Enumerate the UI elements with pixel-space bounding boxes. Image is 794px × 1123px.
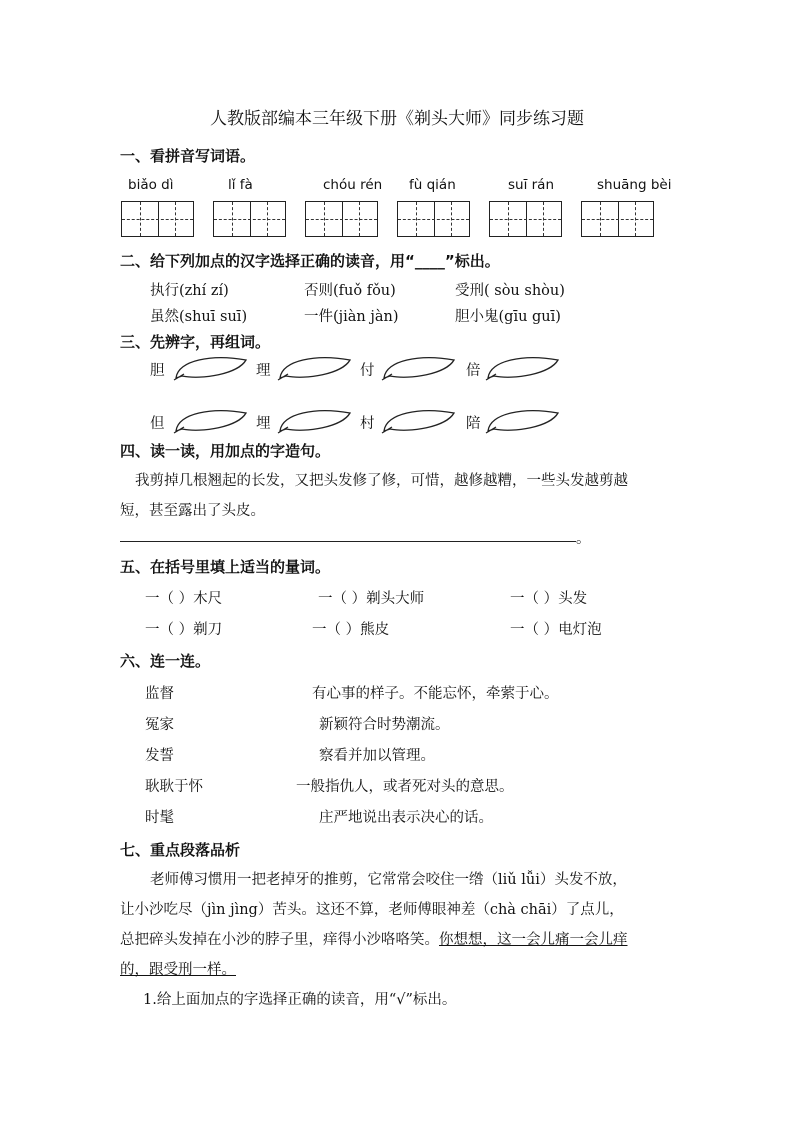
char: 倍 — [466, 363, 481, 379]
section-4-heading: 四、读一读，用加点的字造句。 — [120, 442, 331, 460]
pinyin-2: lǐ fà — [228, 177, 253, 193]
writing-box-1[interactable] — [121, 201, 194, 237]
passage-line — [120, 928, 628, 949]
measure-word-item[interactable]: 一（ ）熊皮 — [312, 622, 390, 638]
writing-box-6[interactable] — [581, 201, 654, 237]
match-right-item[interactable]: 有心事的样子。不能忘怀，牵萦于心。 — [312, 686, 559, 702]
reading-item: 虽然(shuī suī) — [150, 309, 248, 325]
reading-item: 受刑( sòu shòu) — [455, 283, 565, 299]
leaf-answer-shape[interactable] — [172, 405, 250, 437]
leaf-answer-shape[interactable] — [172, 352, 250, 384]
writing-box-3[interactable] — [305, 201, 378, 237]
match-left-item[interactable]: 耿耿于怀 — [145, 779, 203, 795]
pinyin-1: biǎo dì — [128, 177, 174, 193]
measure-word-item[interactable]: 一（ ）木尺 — [145, 591, 223, 607]
passage-segment: 总把碎头发掉在小沙的脖子里，痒得小沙咯咯笑。 — [120, 932, 439, 948]
measure-word-item[interactable]: 一（ ）剃头大师 — [318, 591, 425, 607]
leaf-answer-shape[interactable] — [380, 352, 458, 384]
char: 陪 — [466, 416, 481, 432]
char: 村 — [360, 416, 375, 432]
match-right-item[interactable]: 庄严地说出表示决心的话。 — [319, 810, 493, 826]
match-left-item[interactable]: 时髦 — [145, 810, 174, 826]
match-right-item[interactable]: 新颖符合时势潮流。 — [319, 717, 450, 733]
passage-line: 短，甚至露出了头皮。 — [120, 503, 265, 519]
underlined-sentence-end: 的，跟受刑一样。 — [120, 962, 236, 978]
writing-box-4[interactable] — [397, 201, 470, 237]
match-left-item[interactable]: 监督 — [145, 686, 174, 702]
match-left-item[interactable]: 发誓 — [145, 748, 174, 764]
page-title: 人教版部编本三年级下册《剃头大师》同步练习题 — [210, 109, 584, 129]
match-right-item[interactable]: 察看并加以管理。 — [319, 748, 435, 764]
pinyin-5: suī rán — [508, 177, 555, 193]
char: 埋 — [256, 416, 271, 432]
passage-line: 我剪掉几根翘起的长发，又把头发修了修，可惜，越修越糟，一些头发越剪越 — [135, 473, 628, 489]
section-2-heading: 二、给下列加点的汉字选择正确的读音，用“____”标出。 — [120, 252, 500, 270]
pinyin-6: shuāng bèi — [597, 177, 672, 193]
match-right-item[interactable]: 一般指仇人，或者死对头的意思。 — [296, 779, 514, 795]
leaf-answer-shape[interactable] — [484, 405, 562, 437]
char: 付 — [360, 363, 375, 379]
reading-item: 否则(fuǒ fǒu) — [304, 283, 396, 299]
writing-box-2[interactable] — [213, 201, 286, 237]
pinyin-3: chóu rén — [323, 177, 383, 193]
answer-line-end: 。 — [576, 531, 591, 547]
leaf-answer-shape[interactable] — [276, 405, 354, 437]
measure-word-item[interactable]: 一（ ）电灯泡 — [510, 622, 602, 638]
reading-item: 胆小鬼(gīu guī) — [455, 309, 561, 325]
char: 但 — [150, 416, 165, 432]
reading-item: 一件(jiàn jàn) — [304, 309, 399, 325]
measure-word-item[interactable]: 一（ ）剃刀 — [145, 622, 223, 638]
section-7-heading: 七、重点段落品析 — [120, 841, 241, 859]
writing-box-5[interactable] — [489, 201, 562, 237]
section-6-heading: 六、连一连。 — [120, 652, 211, 670]
leaf-answer-shape[interactable] — [380, 405, 458, 437]
pinyin-4: fù qián — [409, 177, 456, 193]
passage-line: 让小沙吃尽（jìn jìng）苦头。这还不算，老师傅眼神差（chà chāi）了点儿， — [120, 902, 624, 918]
reading-item: 执行(zhí zí) — [150, 283, 229, 299]
leaf-answer-shape[interactable] — [484, 352, 562, 384]
question-1: 1.给上面加点的字选择正确的读音，用“√”标出。 — [143, 992, 457, 1008]
char: 胆 — [150, 363, 165, 379]
measure-word-item[interactable]: 一（ ）头发 — [510, 591, 588, 607]
underlined-sentence: 你想想，这一会儿痛一会儿痒 — [439, 932, 628, 948]
section-1-heading: 一、看拼音写词语。 — [120, 147, 256, 165]
passage-line: 老师傅习惯用一把老掉牙的推剪，它常常会咬住一绺（liǔ lǚi）头发不放， — [150, 872, 627, 888]
match-left-item[interactable]: 冤家 — [145, 717, 174, 733]
section-3-heading: 三、先辨字，再组词。 — [120, 333, 271, 351]
answer-line[interactable] — [120, 541, 576, 542]
char: 理 — [256, 363, 271, 379]
leaf-answer-shape[interactable] — [276, 352, 354, 384]
section-5-heading: 五、在括号里填上适当的量词。 — [120, 558, 331, 576]
